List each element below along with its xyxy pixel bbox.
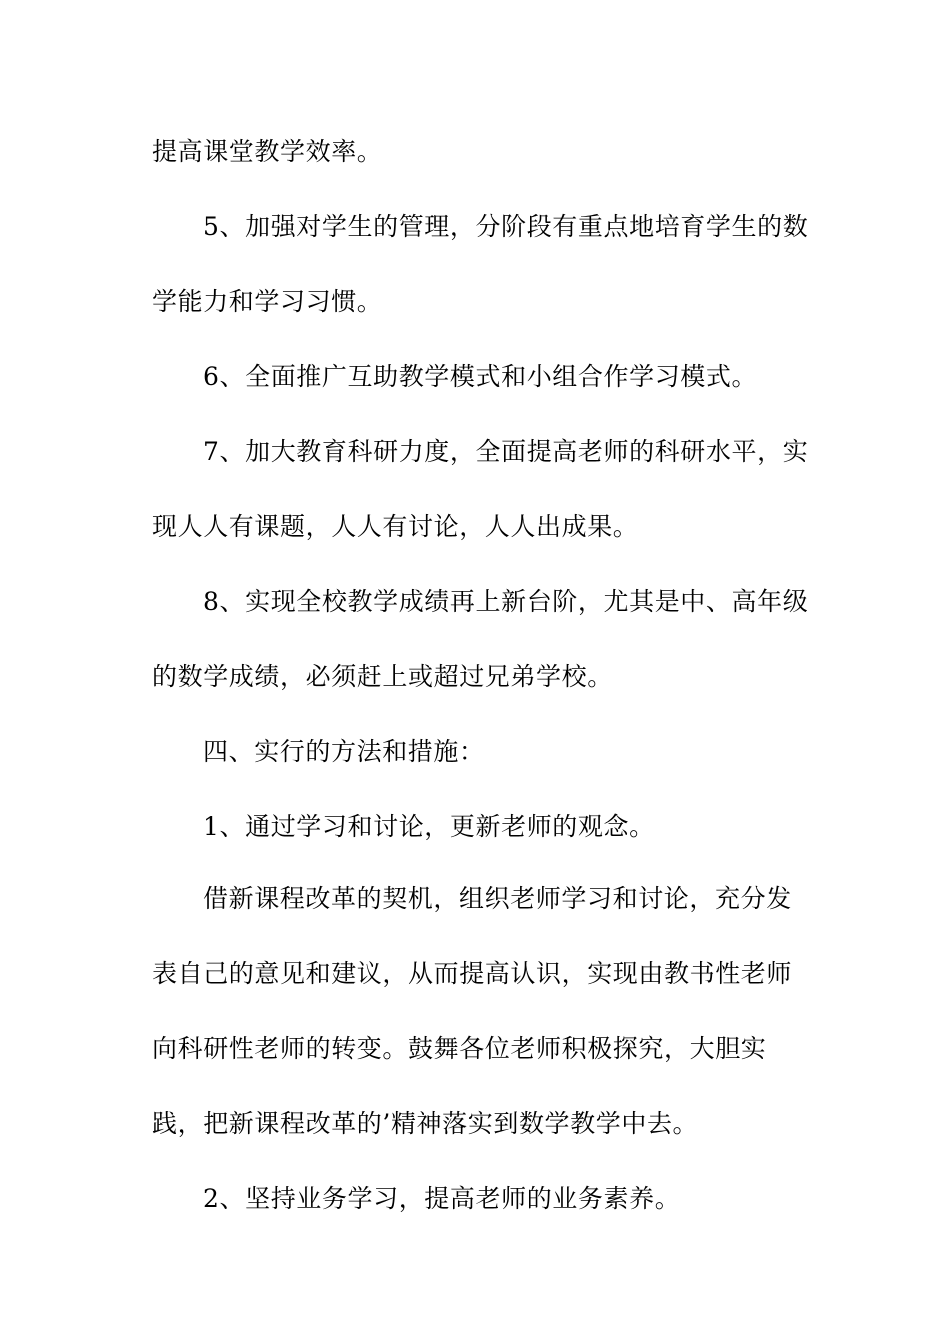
text-line: 借新课程改革的契机，组织老师学习和讨论，充分发 xyxy=(203,884,792,913)
text-line: 现人人有课题，人人有讨论，人人出成果。 xyxy=(152,512,639,541)
text-line: 表自己的意见和建议，从而提高认识，实现由教书性老师 xyxy=(152,959,793,988)
text-line: 7、加大教育科研力度，全面提高老师的科研水平，实 xyxy=(203,437,809,466)
text-line: 提高课堂教学效率。 xyxy=(152,137,383,166)
text-line: 的数学成绩，必须赶上或超过兄弟学校。 xyxy=(152,662,613,691)
text-line: 5、加强对学生的管理，分阶段有重点地培育学生的数 xyxy=(203,212,809,241)
text-line: 1、通过学习和讨论，更新老师的观念。 xyxy=(203,812,655,841)
text-line: 学能力和学习习惯。 xyxy=(152,287,383,316)
text-line: 6、全面推广互助教学模式和小组合作学习模式。 xyxy=(203,362,758,391)
section-heading: 四、实行的方法和措施： xyxy=(203,737,485,766)
text-line: 2、坚持业务学习，提高老师的业务素养。 xyxy=(203,1184,681,1213)
text-line: 8、实现全校教学成绩再上新台阶，尤其是中、高年级 xyxy=(203,587,809,616)
text-line: 向科研性老师的转变。鼓舞各位老师积极探究，大胆实 xyxy=(152,1034,767,1063)
text-line: 践，把新课程改革的’精神落实到数学教学中去。 xyxy=(152,1109,699,1138)
